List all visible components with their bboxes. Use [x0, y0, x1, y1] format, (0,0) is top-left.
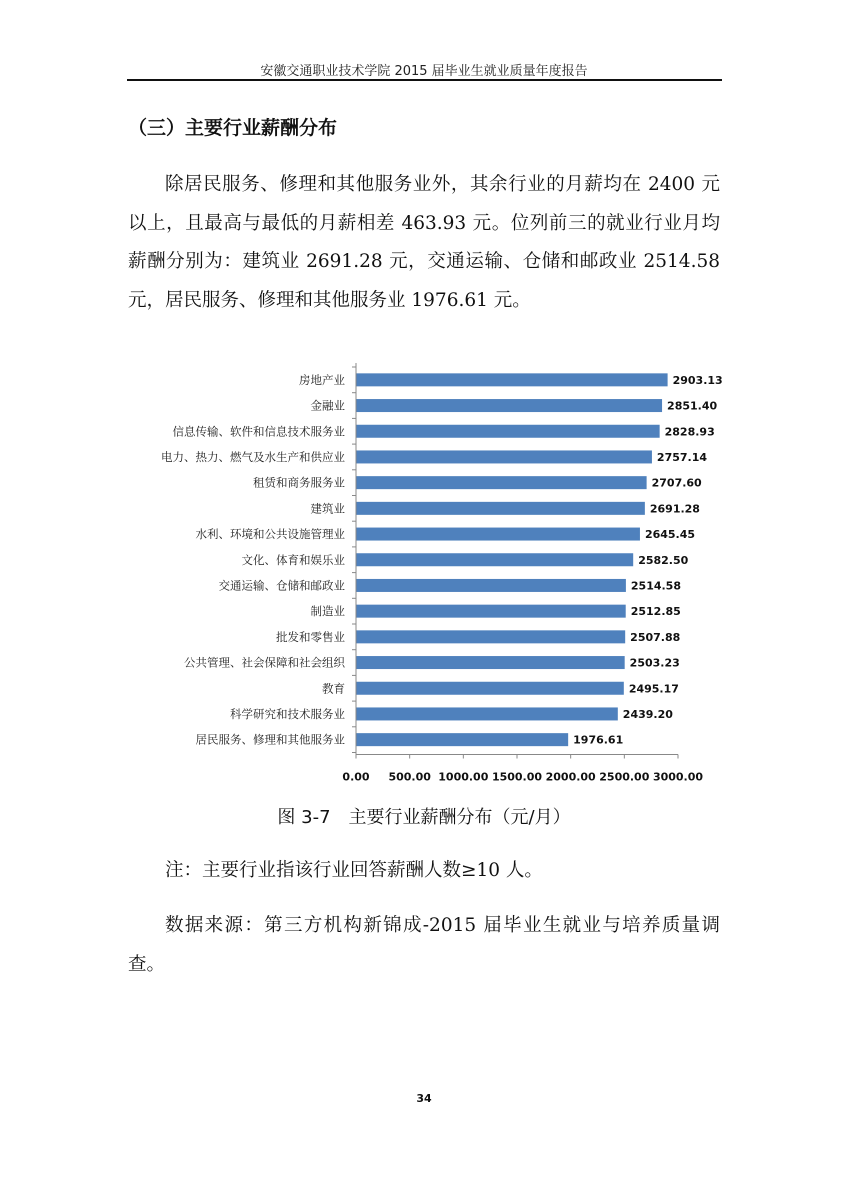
bar: [356, 682, 624, 695]
category-labels: [161, 373, 345, 747]
bar: [356, 476, 647, 489]
category-label: 批发和零售业: [276, 629, 345, 644]
category-label: 文化、体育和娱乐业: [241, 552, 345, 567]
bar: [356, 553, 633, 566]
value-label: 2707.60: [651, 476, 702, 490]
category-label: 公共管理、社会保障和社会组织: [184, 655, 345, 670]
bars: [356, 373, 668, 746]
value-label: 1976.61: [573, 733, 624, 747]
value-label: 2691.28: [649, 502, 700, 516]
value-label: 2507.88: [630, 630, 681, 644]
bar: [356, 450, 652, 463]
bar: [356, 656, 625, 669]
x-tick-label: 1500.00: [491, 770, 543, 784]
page-header: 安徽交通职业技术学院 2015 届毕业生就业质量年度报告: [260, 64, 588, 79]
section-heading: （三）主要行业薪酬分布: [128, 117, 338, 139]
category-label: 金融业: [310, 398, 345, 413]
bar: [356, 425, 660, 438]
x-tick-label: 0.00: [342, 770, 370, 784]
value-label: 2903.13: [672, 373, 723, 387]
x-tick-label: 3000.00: [652, 770, 704, 784]
category-label: 房地产业: [299, 372, 345, 387]
value-label: 2828.93: [664, 425, 715, 439]
note-text: 注：主要行业指该行业回答薪酬人数≥10 人。: [165, 860, 543, 881]
figure-caption: 图 3-7 主要行业薪酬分布（元/月）: [277, 807, 571, 828]
bar: [356, 502, 645, 515]
x-tick-label: 2500.00: [599, 770, 650, 784]
bar: [356, 733, 568, 746]
body-paragraph: 除居民服务、修理和其他服务业外，其余行业的月薪均在 2400 元以上，且最高与最低的月薪相差 463.93 元。位列前三的就业行业月均薪酬分别为：建筑业 2691.28 元，交通运输、仓储和邮政业 2514.58 元，居民服务、修理和其他服务业 1976.61 元。: [128, 174, 720, 311]
value-label: 2582.50: [638, 553, 689, 567]
bar: [356, 528, 640, 541]
category-label: 居民服务、修理和其他服务业: [195, 732, 345, 747]
category-label: 水利、环境和公共设施管理业: [195, 527, 345, 542]
value-label: 2439.20: [622, 707, 673, 721]
value-label: 2514.58: [630, 579, 682, 593]
value-label: 2512.85: [630, 605, 681, 619]
bar: [356, 579, 626, 592]
category-label: 科学研究和技术服务业: [230, 706, 345, 721]
bar: [356, 373, 668, 386]
category-label: 教育: [322, 681, 345, 696]
x-ticks: [342, 755, 703, 784]
category-label: 信息传输、软件和信息技术服务业: [172, 424, 345, 439]
value-label: 2503.23: [629, 656, 680, 670]
x-tick-label: 2000.00: [545, 770, 596, 784]
source-text: 数据来源：第三方机构新锦成-2015 届毕业生就业与培养质量调查。: [128, 915, 720, 975]
category-label: 租赁和商务服务业: [253, 475, 345, 490]
value-label: 2757.14: [656, 450, 708, 464]
salary-bar-chart: [128, 360, 723, 784]
category-label: 交通运输、仓储和邮政业: [218, 578, 345, 593]
bar: [356, 707, 618, 720]
category-label: 建筑业: [310, 501, 345, 516]
page-number: 34: [416, 1092, 432, 1105]
value-label: 2495.17: [628, 682, 679, 696]
header-divider: [127, 79, 722, 81]
bar: [356, 399, 662, 412]
bar: [356, 630, 625, 643]
x-tick-label: 500.00: [388, 770, 431, 784]
value-label: 2645.45: [644, 528, 696, 542]
value-label: 2851.40: [667, 399, 718, 413]
x-tick-label: 1000.00: [438, 770, 489, 784]
category-label: 制造业: [310, 604, 345, 619]
bar: [356, 605, 626, 618]
category-label: 电力、热力、燃气及水生产和供应业: [161, 449, 345, 464]
